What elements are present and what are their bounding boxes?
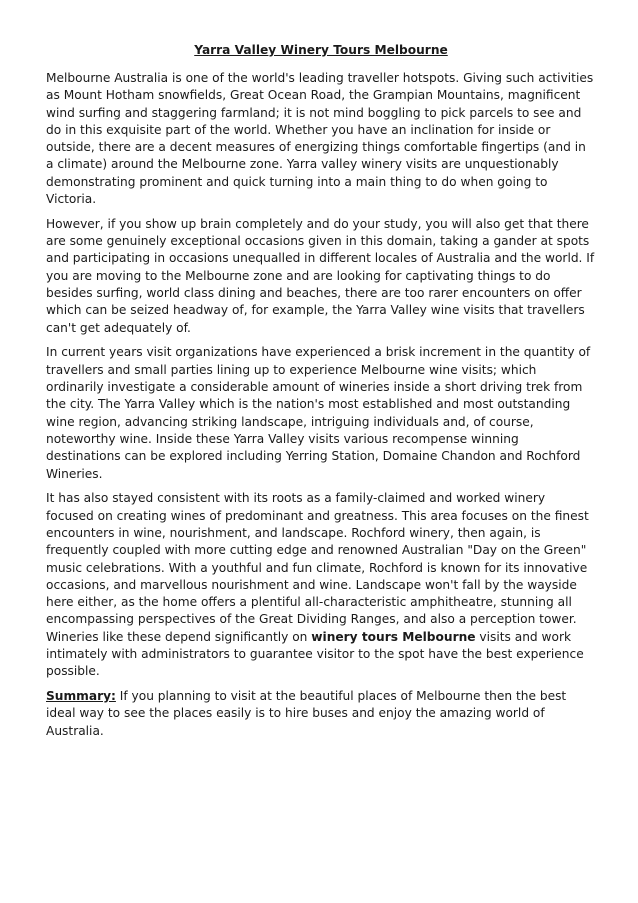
document-title: Yarra Valley Winery Tours Melbourne [194,43,448,57]
summary-text: If you planning to visit at the beautiful places of Melbourne then the best ideal way to see the places easily is to hire buses and enjoy the amazing world of Australia. [46,689,567,738]
keyword-winery-tours-melbourne: winery tours Melbourne [311,629,476,644]
paragraph-tour-organizations: In current years visit organizations have experienced a brisk increment in the quantity of travellers and small parties lining up to experience Melbourne wine visits; which ordinarily investigate a considerable amount of wineries inside a short driving trek from the city. The Yarra Valley which is the nation's most established and most outstanding wine region, advancing striking landscape, intriguing individuals and, of course, noteworthy wine. Inside these Yarra Valley visits various recompense winning destinations can be explored including Yerring Station, Domaine Chandon and Rochford Wineries. [46,345,591,481]
paragraph-rochford-text-before: It has also stayed consistent with its roots as a family-claimed and worked winery focused on creating wines of predominant and greatness. This area focuses on the finest encounters in wine, nourishment, and landscape. Rochford winery, then again, is frequently coupled with more cutting edge and renowned Australian "Day on the Green" music celebrations. With a youthful and fun climate, Rochford is known for its innovative occasions, and marvellous nourishment and wine. Landscape won't fall by the wayside here either, as the home offers a plentiful all-characteristic amphitheatre, stunning all encompassing perspectives of the Great Dividing Ranges, and also a perception tower. Wineries like these depend significantly on [46,491,589,644]
document-page [46,42,596,747]
summary-paragraph [46,688,596,740]
paragraph-rochford-text-after: visits and work intimately with administrators to guarantee visitor to the spot have the best experience possible. [46,629,584,679]
paragraph-rochford [46,490,596,680]
paragraph-occasions: However, if you show up brain completely and do your study, you will also get that there are some genuinely exceptional occasions given in this domain, taking a gander at spots and participating in occasions unequalled in different locales of Australia and the world. If you are moving to the Melbourne zone and are looking for captivating things to do besides surfing, world class dining and beaches, there are too rarer encounters on offer which can be seized headway of, for example, the Yarra Valley wine visits that travellers can't get adequately of. [46,216,595,335]
summary-label: Summary: [46,689,116,704]
paragraph-intro: Melbourne Australia is one of the world's leading traveller hotspots. Giving such activities as Mount Hotham snowfields, Great Ocean Road, the Grampian Mountains, magnificent wind surfing and staggering farmland; it is not mind boggling to pick parcels to see and do in this exquisite part of the world. Whether you have an inclination for inside or outside, there are a decent measures of energizing things comfortable fingertips (and in a climate) around the Melbourne zone. Yarra valley winery visits are unquestionably demonstrating prominent and quick turning into a main thing to do when going to Victoria. [46,71,594,207]
